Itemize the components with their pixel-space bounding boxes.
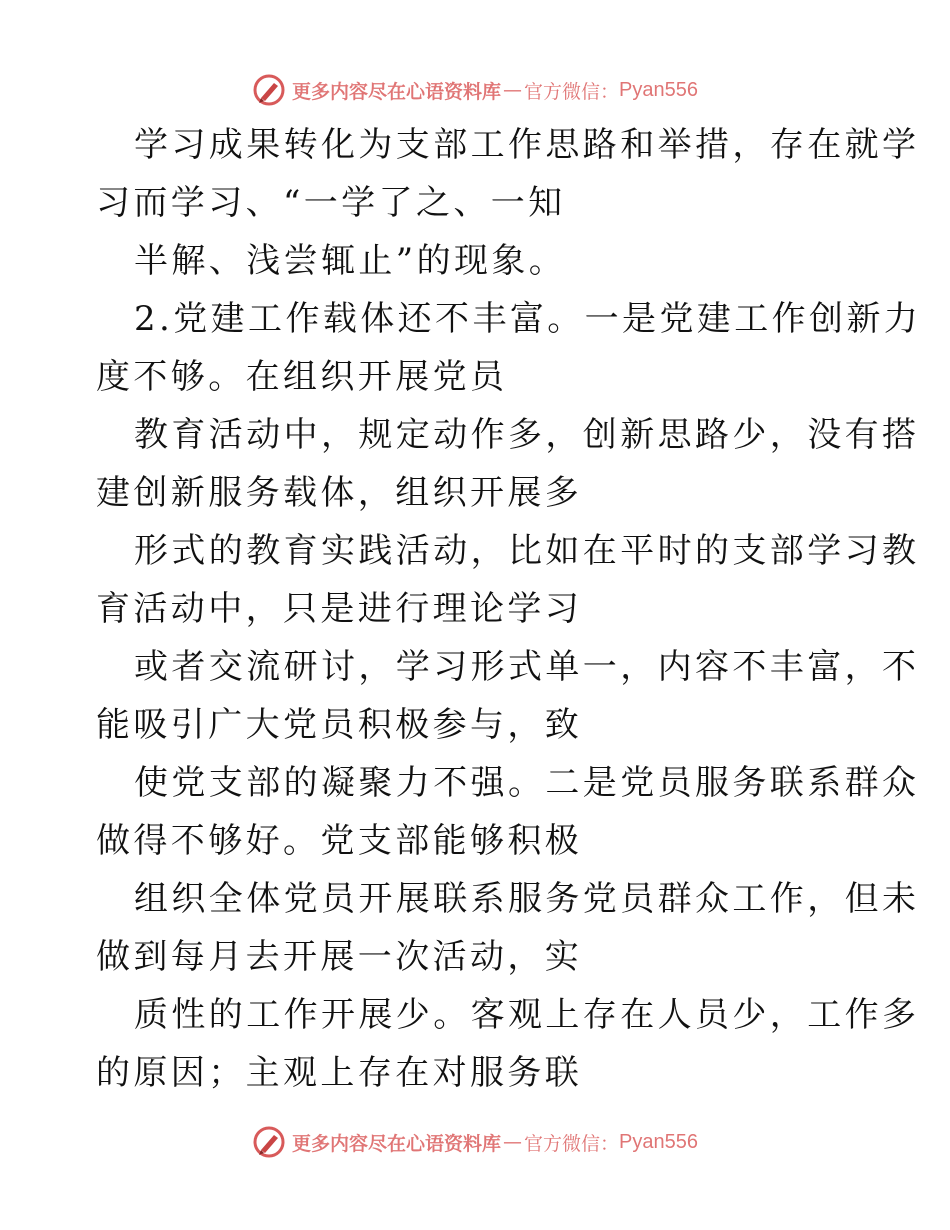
text-line: 形式的教育实践活动，比如在平时的支部学习教 [134, 531, 920, 571]
text-line: 度不够。在组织开展党员 [96, 357, 508, 397]
pen-in-circle-icon [252, 1125, 286, 1159]
banner-dash: — [503, 79, 523, 101]
banner-wechat-label: 官方微信： [524, 1132, 620, 1155]
text-line: 教育活动中，规定动作多，创新思路少，没有搭 [134, 415, 920, 455]
pen-in-circle-icon [252, 73, 286, 107]
banner-title: 更多内容尽在心语资料库 [292, 1132, 502, 1155]
text-line: 做到每月去开展一次活动，实 [96, 937, 583, 977]
header-banner [0, 70, 950, 110]
banner-title: 更多内容尽在心语资料库 [292, 80, 502, 103]
text-line: 做得不够好。党支部能够积极 [96, 821, 583, 861]
footer-banner [0, 1122, 950, 1162]
banner-wechat-label: 官方微信： [524, 80, 620, 103]
text-line: 能吸引广大党员积极参与，致 [96, 705, 583, 745]
text-line: 2.党建工作载体还不丰富。一是党建工作创新力 [134, 299, 922, 339]
banner-dash: — [503, 1131, 523, 1153]
text-line: 建创新服务载体，组织开展多 [96, 473, 583, 513]
text-line: 质性的工作开展少。客观上存在人员少，工作多 [134, 995, 920, 1035]
text-line: 育活动中，只是进行理论学习 [96, 589, 583, 629]
text-line: 或者交流研讨，学习形式单一，内容不丰富，不 [134, 647, 920, 687]
text-line: 的原因；主观上存在对服务联 [96, 1053, 583, 1093]
banner-wechat-id: Pyan556 [619, 78, 698, 101]
text-line: 半解、浅尝辄止”的现象。 [134, 241, 567, 281]
text-line: 使党支部的凝聚力不强。二是党员服务联系群众 [134, 763, 920, 803]
text-line: 习而学习、“一学了之、一知 [96, 183, 566, 223]
banner-wechat-id: Pyan556 [619, 1130, 698, 1153]
text-line: 学习成果转化为支部工作思路和举措，存在就学 [134, 125, 920, 165]
document-body [96, 116, 922, 1102]
text-line: 组织全体党员开展联系服务党员群众工作，但未 [134, 879, 920, 919]
